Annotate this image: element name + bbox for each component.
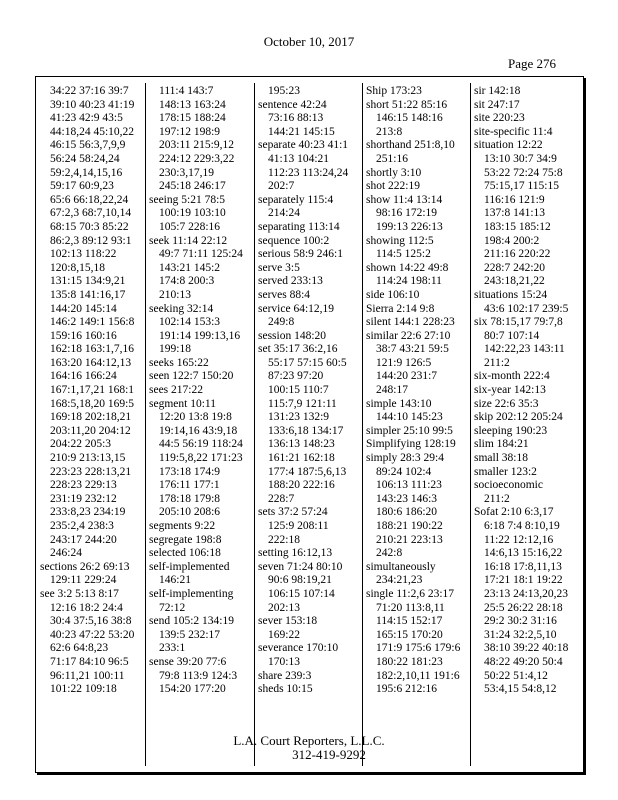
- index-subline: 56:24 58:24,24: [50, 152, 120, 165]
- index-entry: sever 153:18: [258, 615, 318, 628]
- index-entry: seek 11:14 22:12: [149, 234, 228, 247]
- index-subline: 105:7 228:16: [159, 220, 221, 233]
- index-subline: 39:10 40:23 41:19: [50, 98, 135, 111]
- index-entry: self-implemented: [149, 560, 230, 573]
- index-entry: set 35:17 36:2,16: [258, 343, 338, 356]
- index-subline: 46:15 56:3,7,9,9: [50, 139, 126, 152]
- index-subline: 11:22 12:12,16: [484, 533, 554, 546]
- index-entry: setting 16:12,13: [258, 547, 333, 560]
- index-subline: 223:23 228:13,21: [50, 465, 132, 478]
- index-subline: 169:22: [268, 628, 300, 641]
- index-subline: 80:7 107:14: [484, 329, 540, 342]
- index-entry: send 105:2 134:19: [149, 615, 234, 628]
- index-subline: 197:12 198:9: [159, 125, 221, 138]
- index-entry: segments 9:22: [149, 520, 216, 532]
- index-entry: service 64:12,19: [258, 302, 335, 315]
- index-entry: single 11:2,6 23:17: [366, 587, 455, 600]
- index-subline: 249:8: [268, 316, 295, 329]
- index-subline: 53:4,15 54:8,12: [484, 683, 557, 696]
- index-subline: 246:24: [50, 547, 82, 560]
- index-subline: 214:24: [268, 207, 300, 220]
- index-entry: six-month 222:4: [474, 370, 550, 383]
- index-subline: 222:18: [268, 533, 300, 546]
- index-subline: 68:15 70:3 85:22: [50, 220, 129, 233]
- index-subline: 71:17 84:10 96:5: [50, 655, 129, 668]
- index-column-1: [40, 85, 138, 697]
- index-subline: 233:1: [159, 642, 186, 655]
- index-subline: 120:8,15,18: [50, 261, 105, 274]
- index-subline: 12:16 18:2 24:4: [50, 601, 123, 614]
- index-entry: similar 22:6 27:10: [366, 329, 451, 342]
- index-subline: 119:5,8,22 171:23: [159, 452, 243, 465]
- footer-company: L.A. Court Reporters, L.L.C.: [233, 733, 385, 748]
- index-subline: 137:8 141:13: [484, 207, 546, 220]
- index-subline: 213:8: [376, 125, 403, 138]
- index-entry: serves 88:4: [258, 288, 311, 301]
- index-subline: 48:22 49:20 50:4: [484, 655, 563, 668]
- index-subline: 16:18 17:8,11,13: [484, 560, 562, 573]
- index-subline: 65:6 66:18,22,24: [50, 193, 129, 206]
- index-entry: seven 71:24 80:10: [258, 560, 343, 573]
- index-subline: 106:15 107:14: [268, 587, 335, 600]
- index-subline: 228:7: [268, 492, 295, 505]
- index-subline: 234:21,23: [376, 574, 423, 587]
- index-subline: 161:21 162:18: [268, 452, 335, 465]
- index-subline: 73:16 88:13: [268, 112, 324, 125]
- index-subline: 25:5 26:22 28:18: [484, 601, 563, 614]
- index-subline: 243:17 244:20: [50, 533, 117, 546]
- index-subline: 164:16 166:24: [50, 370, 117, 383]
- index-subline: 131:23 132:9: [268, 411, 330, 424]
- index-entry: Simplifying 128:19: [366, 438, 456, 451]
- index-entry: Sofat 2:10 6:3,17: [474, 506, 554, 519]
- index-subline: 168:5,18,20 169:5: [50, 397, 135, 410]
- index-entry: see 3:2 5:13 8:17: [40, 587, 119, 600]
- index-subline: 169:18 202:18,21: [50, 411, 132, 424]
- index-subline: 251:16: [376, 152, 408, 165]
- index-subline: 183:15 185:12: [484, 220, 551, 233]
- index-subline: 133:6,18 134:17: [268, 424, 344, 437]
- index-subline: 143:21 145:2: [159, 261, 221, 274]
- index-entry: simple 143:10: [366, 397, 432, 410]
- index-subline: 29:2 30:2 31:16: [484, 615, 557, 628]
- index-frame: [35, 76, 584, 773]
- index-subline: 114:24 198:11: [376, 275, 442, 288]
- index-subline: 203:11 215:9,12: [159, 139, 234, 152]
- index-entry: segregate 198:8: [149, 533, 222, 546]
- index-subline: 163:20 164:12,13: [50, 356, 132, 369]
- index-subline: 72:12: [159, 601, 186, 614]
- index-subline: 230:3,17,19: [159, 166, 214, 179]
- index-entry: Sierra 2:14 9:8: [366, 302, 435, 315]
- index-subline: 12:20 13:8 19:8: [159, 411, 232, 424]
- index-entry: size 22:6 35:3: [474, 397, 539, 410]
- index-subline: 171:9 175:6 179:6: [376, 642, 461, 655]
- index-column-5: [474, 85, 572, 697]
- index-entry: smaller 123:2: [474, 465, 537, 478]
- index-entry: self-implementing: [149, 587, 234, 600]
- index-subline: 96:11,21 100:11: [50, 669, 125, 682]
- index-entry: seeking 32:14: [149, 302, 214, 315]
- index-subline: 170:13: [268, 655, 300, 668]
- index-subline: 44:5 56:19 118:24: [159, 438, 243, 451]
- index-entry: site 220:23: [474, 112, 525, 125]
- index-entry: side 106:10: [366, 288, 420, 301]
- index-subline: 245:18 246:17: [159, 180, 226, 193]
- index-subline: 116:16 121:9: [484, 193, 545, 206]
- index-entry: selected 106:18: [149, 547, 221, 560]
- index-entry: sit 247:17: [474, 98, 520, 111]
- index-subline: 102:14 153:3: [159, 316, 221, 329]
- index-subline: 165:15 170:20: [376, 628, 443, 641]
- index-subline: 178:15 188:24: [159, 112, 226, 125]
- index-subline: 162:18 163:1,7,16: [50, 343, 135, 356]
- index-subline: 199:18: [159, 343, 191, 356]
- index-entry: seeing 5:21 78:5: [149, 193, 226, 206]
- index-subline: 6:18 7:4 8:10,19: [484, 520, 560, 532]
- index-subline: 233:8,23 234:19: [50, 506, 126, 519]
- index-entry: slim 184:21: [474, 438, 529, 451]
- index-subline: 159:16 160:16: [50, 329, 117, 342]
- index-subline: 248:17: [376, 384, 408, 397]
- index-subline: 144:20 145:14: [50, 302, 117, 315]
- index-subline: 228:23 229:13: [50, 479, 117, 492]
- index-subline: 38:10 39:22 40:18: [484, 642, 569, 655]
- index-entry: separate 40:23 41:1: [258, 139, 349, 152]
- index-subline: 62:6 64:8,23: [50, 642, 109, 655]
- index-subline: 67:2,3 68:7,10,14: [50, 207, 132, 220]
- index-entry: sections 26:2 69:13: [40, 560, 130, 573]
- index-subline: 34:22 37:16 39:7: [50, 85, 129, 97]
- index-subline: 205:10 208:6: [159, 506, 221, 519]
- index-entry: socioeconomic: [474, 479, 543, 492]
- footer: [0, 734, 618, 762]
- index-subline: 243:18,21,22: [484, 275, 545, 288]
- index-subline: 178:18 179:8: [159, 492, 221, 505]
- index-subline: 242:8: [376, 547, 403, 560]
- index-subline: 55:17 57:15 60:5: [268, 356, 347, 369]
- index-subline: 43:6 102:17 239:5: [484, 302, 569, 315]
- index-entry: sets 37:2 57:24: [258, 506, 328, 519]
- index-subline: 154:20 177:20: [159, 683, 226, 696]
- index-subline: 139:5 232:17: [159, 628, 221, 641]
- index-subline: 114:15 152:17: [376, 615, 443, 628]
- index-subline: 174:8 200:3: [159, 275, 215, 288]
- index-subline: 79:8 113:9 124:3: [159, 669, 238, 682]
- index-column-3: [258, 85, 356, 697]
- index-entry: situations 15:24: [474, 288, 548, 301]
- index-subline: 195:6 212:16: [376, 683, 438, 696]
- index-subline: 41:23 42:9 43:5: [50, 112, 123, 125]
- index-subline: 90:6 98:19,21: [268, 574, 332, 587]
- index-subline: 50:22 51:4,12: [484, 669, 548, 682]
- index-subline: 40:23 47:22 53:20: [50, 628, 135, 641]
- index-entry: seen 122:7 150:20: [149, 370, 234, 383]
- index-entry: six-year 142:13: [474, 384, 546, 397]
- index-subline: 13:10 30:7 34:9: [484, 152, 557, 165]
- footer-phone: 312-419-9292: [292, 747, 366, 762]
- index-column-2: [149, 85, 247, 697]
- index-entry: skip 202:12 205:24: [474, 411, 563, 424]
- index-subline: 30:4 37:5,16 38:8: [50, 615, 132, 628]
- index-subline: 198:4 200:2: [484, 234, 540, 247]
- index-subline: 100:19 103:10: [159, 207, 226, 220]
- index-subline: 144:20 231:7: [376, 370, 438, 383]
- index-subline: 144:10 145:23: [376, 411, 443, 424]
- index-entry: simultaneously: [366, 560, 436, 573]
- index-entry: simpler 25:10 99:5: [366, 424, 453, 437]
- index-entry: shorthand 251:8,10: [366, 139, 455, 152]
- index-subline: 131:15 134:9,21: [50, 275, 126, 288]
- index-subline: 188:20 222:16: [268, 479, 335, 492]
- index-subline: 31:24 32:2,5,10: [484, 628, 557, 641]
- index-subline: 129:11 229:24: [50, 574, 117, 587]
- index-entry: Ship 173:23: [366, 85, 422, 97]
- index-entry: seeks 165:22: [149, 356, 209, 369]
- index-subline: 211:16 220:22: [484, 248, 551, 261]
- index-entry: serve 3:5: [258, 261, 300, 274]
- index-subline: 176:11 177:1: [159, 479, 220, 492]
- index-entry: served 233:13: [258, 275, 323, 288]
- index-subline: 136:13 148:23: [268, 438, 335, 451]
- index-subline: 167:1,17,21 168:1: [50, 384, 135, 397]
- index-subline: 106:13 111:23: [376, 479, 442, 492]
- index-entry: sir 142:18: [474, 85, 521, 97]
- index-subline: 199:13 226:13: [376, 220, 443, 233]
- index-entry: sequence 100:2: [258, 234, 330, 247]
- index-entry: simply 28:3 29:4: [366, 452, 444, 465]
- index-subline: 38:7 43:21 59:5: [376, 343, 449, 356]
- index-subline: 148:13 163:24: [159, 98, 226, 111]
- index-entry: site-specific 11:4: [474, 125, 553, 138]
- index-subline: 143:23 146:3: [376, 492, 438, 505]
- index-entry: serious 58:9 246:1: [258, 248, 343, 261]
- index-entry: short 51:22 85:16: [366, 98, 448, 111]
- column-divider: [254, 83, 255, 766]
- index-entry: small 38:18: [474, 452, 528, 465]
- index-entry: sleeping 190:23: [474, 424, 548, 437]
- index-subline: 191:14 199:13,16: [159, 329, 241, 342]
- index-subline: 188:21 190:22: [376, 520, 443, 532]
- index-subline: 203:11,20 204:12: [50, 424, 131, 437]
- index-subline: 41:13 104:21: [268, 152, 330, 165]
- index-subline: 210:21 223:13: [376, 533, 443, 546]
- index-subline: 71:20 113:8,11: [376, 601, 445, 614]
- index-subline: 23:13 24:13,20,23: [484, 587, 569, 600]
- index-subline: 14:6,13 15:16,22: [484, 547, 563, 560]
- index-entry: sees 217:22: [149, 384, 203, 397]
- index-subline: 44:18,24 45:10,22: [50, 125, 135, 138]
- index-entry: shortly 3:10: [366, 166, 422, 179]
- index-subline: 146:15 148:16: [376, 112, 443, 125]
- index-subline: 146:21: [159, 574, 191, 587]
- index-entry: silent 144:1 228:23: [366, 316, 455, 329]
- index-subline: 100:15 110:7: [268, 384, 329, 397]
- header-date: October 10, 2017: [263, 34, 355, 49]
- index-subline: 53:22 72:24 75:8: [484, 166, 563, 179]
- index-entry: sentence 42:24: [258, 98, 327, 111]
- index-subline: 210:9 213:13,15: [50, 452, 126, 465]
- column-divider: [362, 83, 363, 766]
- index-entry: sheds 10:15: [258, 683, 313, 696]
- index-subline: 112:23 113:24,24: [268, 166, 349, 179]
- index-subline: 235:2,4 238:3: [50, 520, 114, 532]
- index-subline: 19:14,16 43:9,18: [159, 424, 238, 437]
- index-subline: 101:22 109:18: [50, 683, 117, 696]
- index-subline: 211:2: [484, 492, 510, 505]
- index-entry: session 148:20: [258, 329, 327, 342]
- index-subline: 87:23 97:20: [268, 370, 324, 383]
- index-subline: 182:2,10,11 191:6: [376, 669, 460, 682]
- index-subline: 146:2 149:1 156:8: [50, 316, 135, 329]
- index-subline: 59:17 60:9,23: [50, 180, 114, 193]
- column-divider: [470, 83, 471, 766]
- column-divider: [145, 83, 146, 766]
- index-subline: 114:5 125:2: [376, 248, 431, 261]
- index-entry: sense 39:20 77:6: [149, 655, 227, 668]
- index-subline: 211:2: [484, 356, 510, 369]
- index-subline: 228:7 242:20: [484, 261, 546, 274]
- index-subline: 180:22 181:23: [376, 655, 443, 668]
- index-subline: 111:4 143:7: [159, 85, 214, 97]
- index-subline: 59:2,4,14,15,16: [50, 166, 123, 179]
- index-subline: 98:16 172:19: [376, 207, 438, 220]
- index-subline: 49:7 71:11 125:24: [159, 248, 243, 261]
- index-subline: 173:18 174:9: [159, 465, 221, 478]
- index-subline: 210:13: [159, 288, 191, 301]
- index-subline: 180:6 186:20: [376, 506, 438, 519]
- index-subline: 204:22 205:3: [50, 438, 112, 451]
- index-subline: 202:13: [268, 601, 300, 614]
- index-subline: 86:2,3 89:12 93:1: [50, 234, 132, 247]
- index-subline: 121:9 126:5: [376, 356, 432, 369]
- page-number: Page 276: [508, 56, 557, 71]
- index-subline: 195:23: [268, 85, 300, 97]
- index-entry: situation 12:22: [474, 139, 543, 152]
- index-subline: 224:12 229:3,22: [159, 152, 235, 165]
- index-subline: 102:13 118:22: [50, 248, 117, 261]
- index-entry: segment 10:11: [149, 397, 216, 410]
- index-subline: 125:9 208:11: [268, 520, 329, 532]
- index-subline: 142:22,23 143:11: [484, 343, 565, 356]
- index-entry: share 239:3: [258, 669, 312, 682]
- index-entry: shown 14:22 49:8: [366, 261, 449, 274]
- index-entry: separating 113:14: [258, 220, 340, 233]
- index-entry: showing 112:5: [366, 234, 434, 247]
- index-subline: 144:21 145:15: [268, 125, 335, 138]
- index-entry: separately 115:4: [258, 193, 334, 206]
- index-subline: 115:7,9 121:11: [268, 397, 337, 410]
- index-subline: 89:24 102:4: [376, 465, 432, 478]
- index-entry: six 78:15,17 79:7,8: [474, 316, 563, 329]
- index-entry: shot 222:19: [366, 180, 420, 193]
- index-entry: severance 170:10: [258, 642, 339, 655]
- index-subline: 75:15,17 115:15: [484, 180, 559, 193]
- index-subline: 135:8 141:16,17: [50, 288, 126, 301]
- index-subline: 17:21 18:1 19:22: [484, 574, 563, 587]
- index-subline: 202:7: [268, 180, 295, 193]
- index-subline: 177:4 187:5,6,13: [268, 465, 347, 478]
- index-entry: show 11:4 13:14: [366, 193, 443, 206]
- index-column-4: [366, 85, 464, 697]
- index-subline: 231:19 232:12: [50, 492, 117, 505]
